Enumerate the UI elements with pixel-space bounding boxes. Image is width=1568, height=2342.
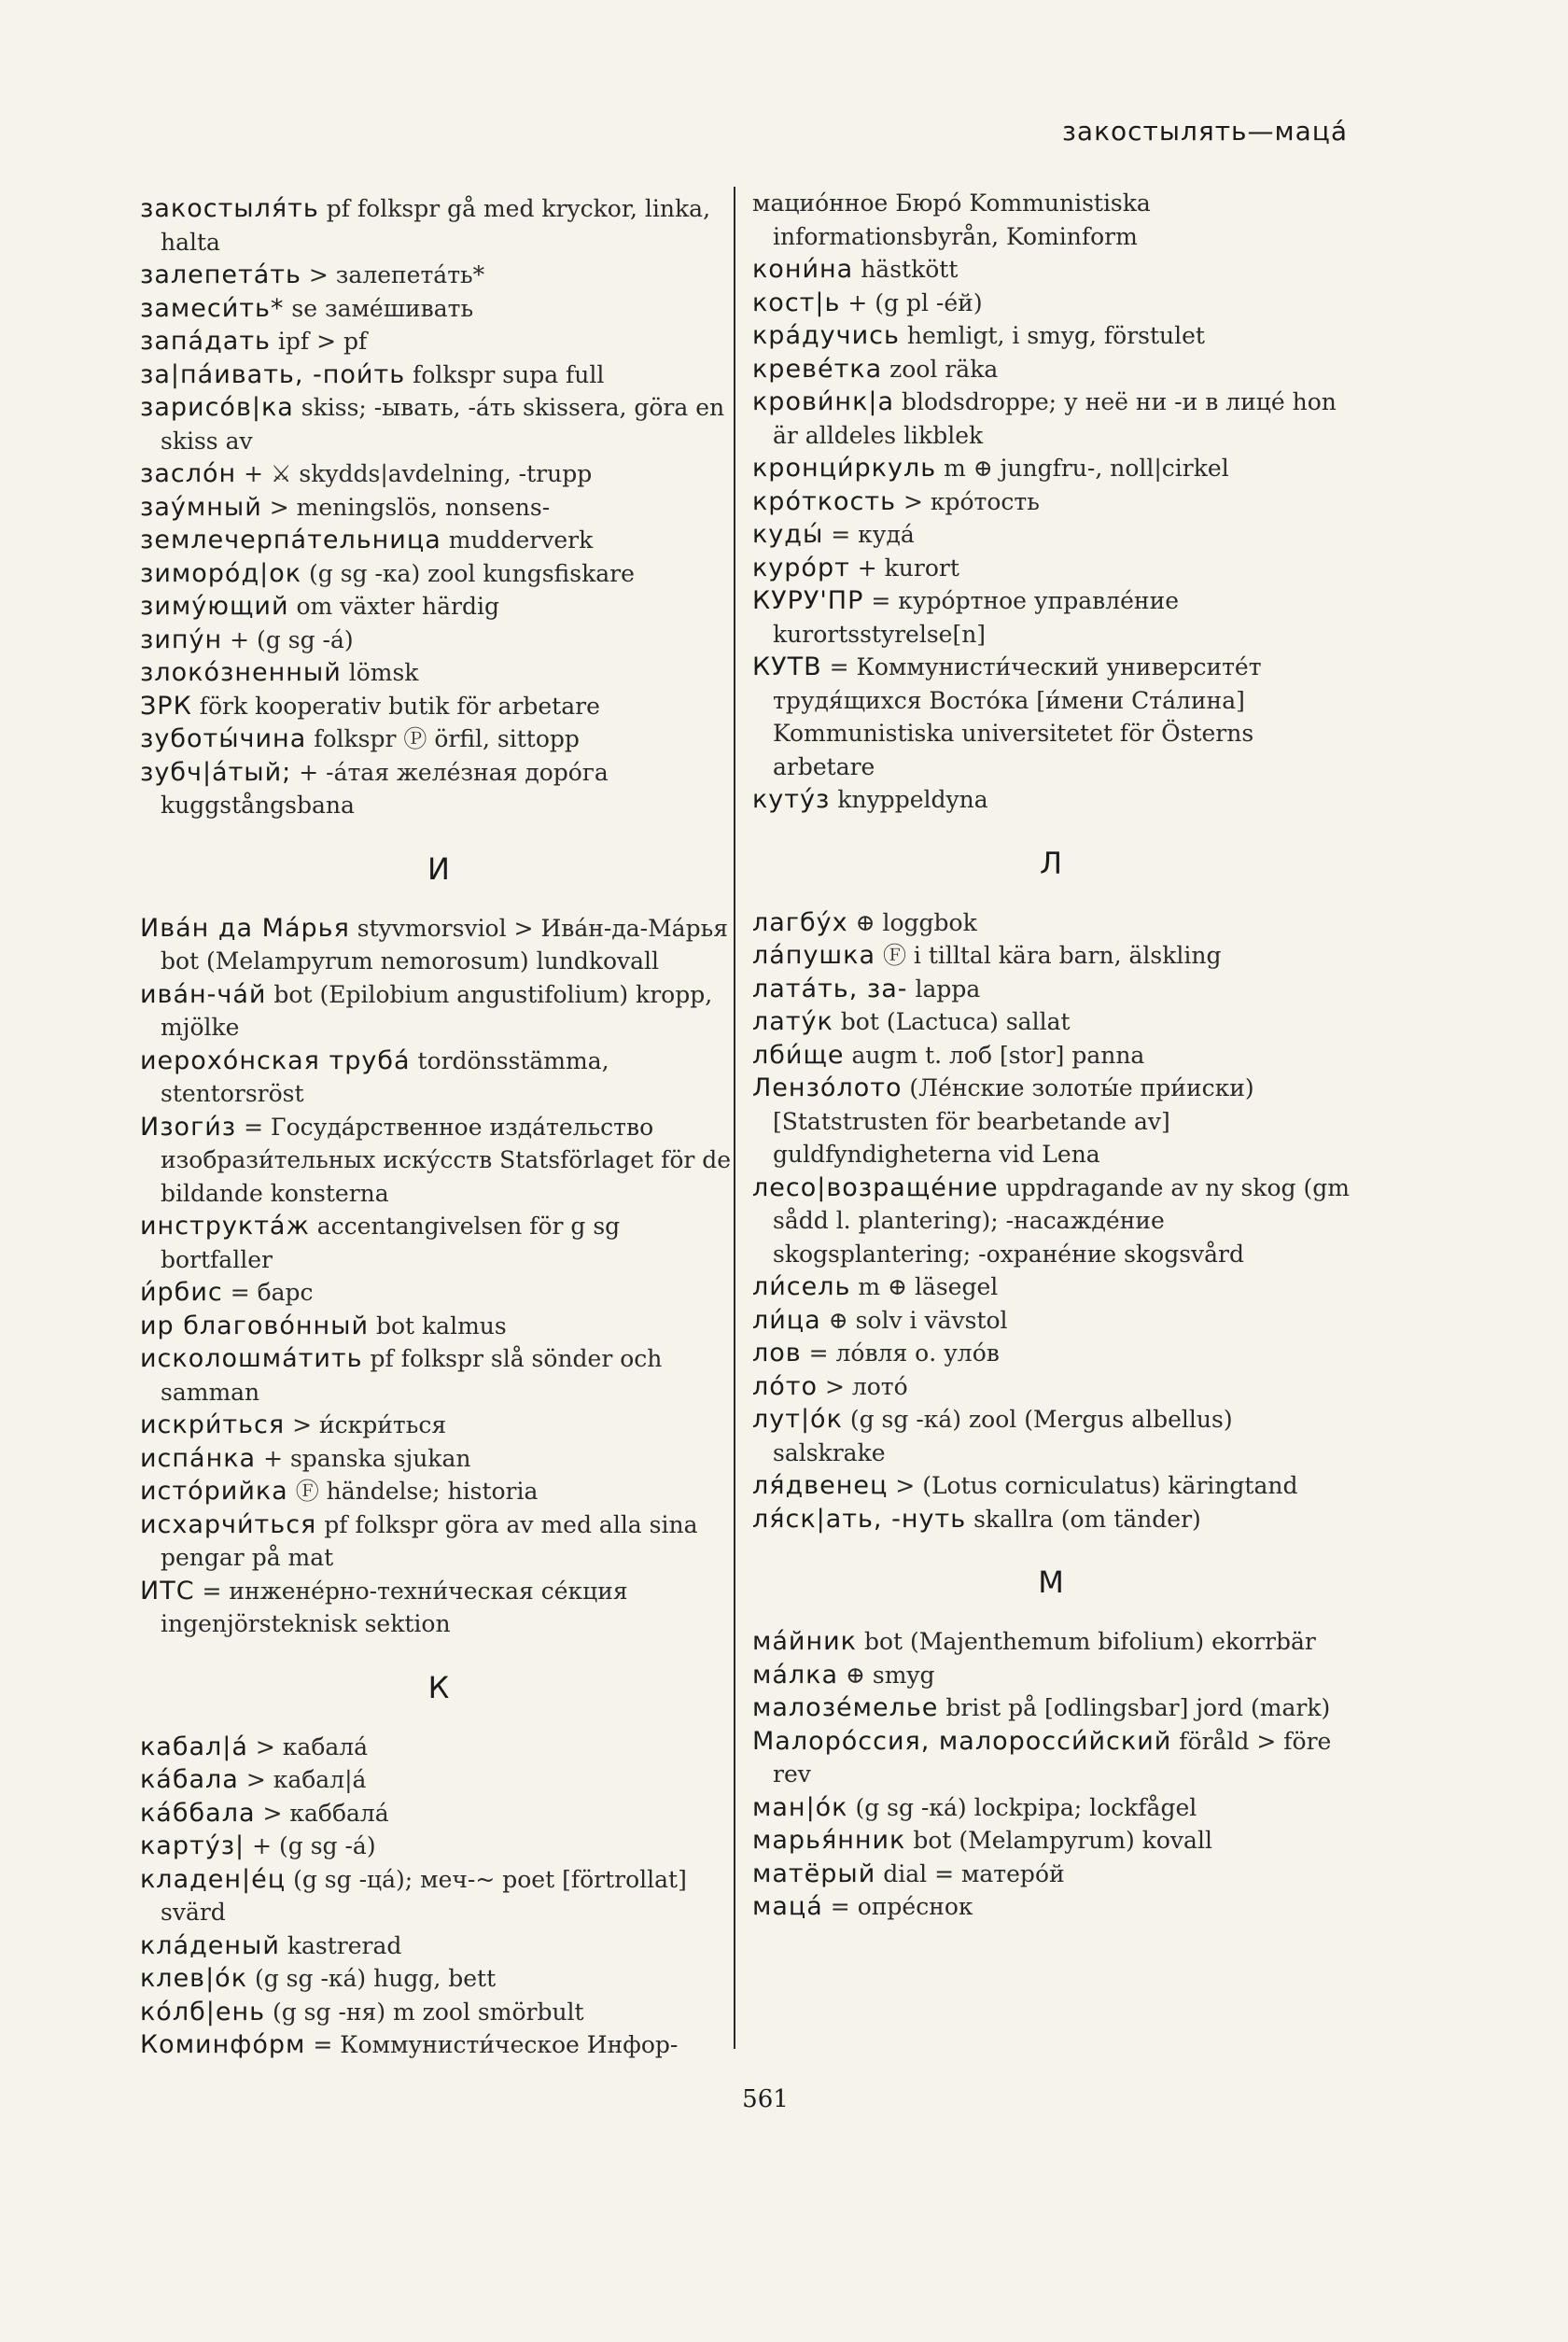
dictionary-entry	[140, 1342, 737, 1409]
entry-list-k	[140, 1731, 737, 2062]
entry-definition: ⊕ smyg	[845, 1661, 935, 1689]
dictionary-entry	[140, 1996, 737, 2029]
dictionary-entry	[752, 353, 1350, 386]
entry-definition: = инжене́рно-техни́ческая се́кция ingenjörsteknisk sektion	[161, 1577, 628, 1637]
entry-headword: ко́лб|ень	[140, 1997, 266, 2026]
entry-definition: brist på [odlingsbar] jord (mark)	[945, 1694, 1331, 1721]
dictionary-entry	[752, 1337, 1350, 1370]
dictionary-entry	[140, 1929, 737, 1963]
dictionary-entry	[752, 319, 1350, 353]
entry-definition: tordönsstämma, stentorsröst	[161, 1046, 609, 1107]
dictionary-entry	[140, 2028, 737, 2062]
entry-definition: om växter härdig	[296, 593, 499, 620]
entry-headword: клев|о́к	[140, 1964, 248, 1993]
entry-definition: bot (Epilobium angustifolium) kropp, mjölke	[161, 980, 713, 1041]
left-column	[140, 192, 737, 2062]
section-letter-m: М	[1038, 1564, 1064, 1600]
entry-headword: искри́ться	[140, 1410, 286, 1439]
entry-definition: skiss; -ывать, -а́ть skissera, göra en skiss av	[161, 394, 725, 455]
entry-headword: инструкта́ж	[140, 1212, 310, 1241]
dictionary-entry	[140, 358, 737, 392]
dictionary-entry	[752, 518, 1350, 552]
entry-headword: лесо|возраще́ние	[752, 1172, 999, 1202]
dictionary-entry	[140, 325, 737, 358]
entry-definition: = ло́вля о. уло́в	[808, 1339, 1000, 1367]
entry-headword: кронци́ркуль	[752, 454, 937, 483]
entry-headword: куро́рт	[752, 553, 850, 582]
entry-list-top	[140, 192, 737, 822]
dictionary-entry	[752, 651, 1350, 783]
dictionary-entry	[140, 1310, 737, 1343]
entry-headword: злоко́зненный	[140, 658, 342, 687]
dictionary-entry	[140, 391, 737, 457]
entry-definition: lömsk	[348, 659, 419, 686]
entry-definition: accentangivelsen för g sg bortfaller	[161, 1213, 621, 1273]
entry-definition: + (g pl -е́й)	[847, 288, 983, 316]
entry-headword: ма́лка	[752, 1660, 839, 1690]
entry-definition: pf folkspr göra av med alla sina pengar på mat	[161, 1510, 698, 1571]
dictionary-entry	[752, 1725, 1350, 1791]
entry-definition: + ⚔ skydds|avdelning, -trupp	[244, 460, 593, 487]
entry-headword: Изоги́з	[140, 1112, 237, 1142]
entry-definition: + -а́тая желе́зная доро́га kuggstångsbana	[161, 758, 609, 819]
entry-definition: hemligt, i smyg, förstulet	[906, 322, 1205, 349]
entry-definition: мацио́нное Бюро́ Kommunistiska informationsbyrån, Kominform	[752, 189, 1151, 250]
entry-definition: > кро́тость	[903, 487, 1040, 515]
entry-definition: = опре́снок	[830, 1893, 973, 1920]
entry-headword: куту́з	[752, 785, 831, 814]
dictionary-entry	[140, 1210, 737, 1276]
entry-definition: > залепета́ть*	[308, 261, 485, 288]
dictionary-entry	[140, 912, 737, 978]
section-letter-i: И	[427, 850, 450, 887]
entry-headword: ир благово́нный	[140, 1311, 370, 1340]
entry-headword: ла́пушка	[752, 941, 875, 970]
entry-definition: uppdragande av ny skog (gm sådd l. plantering); -насажде́ние skogsplantering; -охране́ние skogsvård	[773, 1173, 1350, 1268]
entry-headword: креве́тка	[752, 354, 883, 384]
entry-definition: (Ле́нские золоты́е при́иски) [Statstrusten för bearbetande av] guldfyndigheterna vid Lena	[773, 1074, 1254, 1168]
entry-definition: = куда́	[831, 521, 915, 548]
dictionary-entry	[140, 1508, 737, 1575]
entry-headword: ман|о́к	[752, 1792, 848, 1822]
entry-definition: bot (Lactuca) sallat	[840, 1008, 1071, 1035]
dictionary-entry	[140, 590, 737, 624]
dictionary-entry	[140, 1731, 737, 1764]
entry-headword: лут|о́к	[752, 1405, 843, 1434]
dictionary-entry	[140, 1962, 737, 1996]
dictionary-entry	[752, 1039, 1350, 1073]
dictionary-entry	[752, 1072, 1350, 1171]
entry-definition: = Госуда́рственное изда́тельство изобрази́тельных иску́сств Statsförlaget för de bildande konsterna	[161, 1113, 732, 1207]
dictionary-entry	[752, 1625, 1350, 1659]
dictionary-entry	[752, 552, 1350, 585]
dictionary-entry	[140, 1276, 737, 1310]
entry-headword: за|па́ивать, -пои́ть	[140, 359, 406, 389]
entry-headword: исколошма́тить	[140, 1344, 363, 1373]
entry-headword: КУТВ	[752, 652, 822, 681]
entry-headword: исто́рийка	[140, 1477, 288, 1506]
entry-definition: (g sg -ка́) lockpipa; lockfågel	[855, 1793, 1197, 1821]
entry-headword: ка́бала	[140, 1765, 239, 1794]
dictionary-entry	[752, 287, 1350, 320]
dictionary-entry	[140, 1797, 737, 1830]
entry-headword: землечерпа́тельница	[140, 526, 441, 554]
dictionary-entry	[752, 452, 1350, 485]
dictionary-entry	[140, 1409, 737, 1442]
dictionary-entry	[140, 524, 737, 557]
entry-headword: Коминфо́рм	[140, 2030, 306, 2059]
entry-headword: крови́нк|а	[752, 387, 895, 416]
entry-headword: ма́йник	[752, 1627, 857, 1656]
entry-definition: blodsdroppe; у неё ни -и в лице́ hon är alldeles likblek	[773, 388, 1337, 449]
entry-definition: (g sg -ка́) hugg, bett	[254, 1965, 497, 1992]
dictionary-entry	[140, 1111, 737, 1211]
dictionary-entry	[752, 1791, 1350, 1825]
dictionary-entry	[752, 485, 1350, 519]
dictionary-entry	[752, 386, 1350, 452]
entry-headword: и́рбис	[140, 1278, 223, 1307]
entry-definition: > кабал|а́	[245, 1766, 367, 1793]
entry-definition: hästkött	[861, 256, 959, 283]
entry-headword: маца́	[752, 1892, 823, 1921]
entry-headword: лагбу́х	[752, 907, 848, 937]
dictionary-entry	[140, 1475, 737, 1508]
dictionary-entry	[752, 1824, 1350, 1858]
page-number: 561	[742, 2085, 789, 2113]
entry-definition: augm t. лоб [stor] panna	[851, 1041, 1145, 1069]
dictionary-entry	[140, 259, 737, 292]
dictionary-entry	[752, 1270, 1350, 1304]
entry-headword: Лензо́лото	[752, 1073, 903, 1102]
section-letter-l: Л	[1039, 845, 1063, 881]
entry-definition: knyppeldyna	[837, 786, 988, 813]
entry-definition: (g sg -ка) zool kungsfiskare	[309, 559, 635, 587]
entry-headword: ива́н-ча́й	[140, 979, 267, 1009]
entry-headword: матёрый	[752, 1858, 876, 1888]
dictionary-entry	[752, 1503, 1350, 1536]
entry-headword: замеси́ть*	[140, 293, 285, 323]
entry-definition: folkspr Ⓟ örfil, sittopp	[314, 725, 580, 752]
entry-definition: m ⊕ jungfru-, noll|cirkel	[944, 455, 1229, 482]
running-head: закостылять—маца́	[1062, 116, 1348, 147]
entry-definition: = Коммунисти́ческое Инфор-	[313, 2031, 679, 2058]
dictionary-entry	[752, 1304, 1350, 1338]
entry-headword: ля́ск|ать, -нуть	[752, 1504, 967, 1534]
entry-headword: зау́мный	[140, 492, 262, 522]
entry-headword: ло́то	[752, 1371, 819, 1401]
entry-headword: ля́двенец	[752, 1471, 889, 1500]
entry-definition: Ⓕ händelse; historia	[295, 1478, 539, 1505]
dictionary-entry	[752, 1403, 1350, 1469]
entry-headword: кост|ь	[752, 287, 841, 317]
dictionary-entry	[752, 973, 1350, 1006]
entry-headword: залепета́ть	[140, 260, 301, 289]
entry-headword: засло́н	[140, 459, 237, 488]
entry-list-l	[752, 906, 1350, 1536]
entry-definition: (g sg -ка́) zool (Mergus albellus) salskrake	[773, 1406, 1233, 1466]
entry-headword: КУРУ'ПР	[752, 586, 864, 615]
entry-headword: кра́дучись	[752, 321, 900, 350]
dictionary-entry	[752, 1659, 1350, 1692]
entry-definition: m ⊕ läsegel	[858, 1273, 999, 1300]
entry-definition: se заме́шивать	[291, 294, 474, 322]
dictionary-entry	[140, 491, 737, 525]
entry-definition: bot kalmus	[375, 1311, 507, 1339]
entry-definition: folkspr supa full	[413, 360, 605, 388]
entry-headword: марья́нник	[752, 1826, 906, 1855]
entry-headword: зубч|а́тый;	[140, 757, 292, 787]
entry-headword: кони́на	[752, 255, 854, 284]
entry-definition: ⊕ loggbok	[855, 908, 977, 936]
dictionary-entry	[752, 1890, 1350, 1924]
entry-definition: = барс	[230, 1279, 314, 1306]
dictionary-entry	[752, 783, 1350, 817]
entry-headword: лби́ще	[752, 1040, 845, 1070]
entry-list-i	[140, 912, 737, 1641]
dictionary-entry	[140, 756, 737, 822]
entry-headword: зипу́н	[140, 624, 223, 654]
dictionary-entry	[752, 1469, 1350, 1503]
entry-definition: ipf > pf	[277, 328, 368, 355]
entry-headword: зимоpо́д|ок	[140, 558, 302, 588]
dictionary-entry	[140, 1763, 737, 1797]
entry-definition: > (Lotus corniculatus) käringtand	[895, 1472, 1298, 1499]
entry-definition: > каббала́	[262, 1799, 389, 1827]
entry-definition: mudderverk	[448, 526, 594, 554]
entry-headword: ИТС	[140, 1576, 195, 1606]
dictionary-entry	[140, 624, 737, 657]
dictionary-entry	[140, 292, 737, 326]
entry-headword: карту́з|	[140, 1831, 245, 1860]
entry-definition: > кабала́	[255, 1732, 369, 1760]
entry-definition: ⊕ solv i vävstol	[828, 1306, 1008, 1334]
entry-definition: + (g sg -а́)	[230, 625, 354, 653]
entry-definition: Ⓕ i tilltal kära barn, älskling	[882, 942, 1222, 969]
dictionary-entry	[140, 1442, 737, 1476]
entry-definition: skallra (om tänder)	[973, 1505, 1201, 1533]
entry-headword: кладен|е́ц	[140, 1864, 287, 1894]
entry-headword: кро́ткость	[752, 486, 897, 516]
dictionary-entry	[752, 906, 1350, 940]
entry-definition: > лото́	[824, 1372, 908, 1400]
dictionary-entry	[140, 1863, 737, 1929]
dictionary-entry	[752, 1005, 1350, 1039]
entry-headword: кла́деный	[140, 1930, 280, 1960]
entry-definition: + (g sg -а́)	[252, 1832, 376, 1859]
section-letter-k: К	[427, 1669, 450, 1705]
dictionary-entry	[140, 1830, 737, 1863]
entry-headword: испа́нка	[140, 1443, 257, 1473]
entry-headword: ЗРК	[140, 691, 192, 721]
entry-definition: styvmorsviol > Ива́н-да-Ма́рья bot (Melampyrum nemorosum) lundkovall	[161, 914, 728, 975]
entry-definition: dial = матеро́й	[883, 1859, 1065, 1887]
dictionary-entry	[140, 690, 737, 723]
entry-headword: зуботы́чина	[140, 724, 307, 753]
dictionary-entry	[752, 1370, 1350, 1404]
entry-list-m	[752, 1625, 1350, 1924]
entry-definition: pf folkspr gå med kryckor, linka, halta	[161, 195, 711, 256]
entry-headword: закостыля́ть	[140, 194, 319, 223]
entry-definition: bot (Majenthemum bifolium) ekorrbär	[863, 1628, 1316, 1655]
entry-headword: ли́сель	[752, 1272, 851, 1301]
right-column	[752, 187, 1350, 1924]
entry-definition: + spanska sjukan	[263, 1444, 471, 1472]
entry-headword: лов	[752, 1339, 802, 1367]
dictionary-entry	[752, 939, 1350, 973]
entry-headword: лата́ть, за-	[752, 974, 908, 1003]
entry-definition: lappa	[915, 975, 981, 1003]
dictionary-entry	[140, 192, 737, 259]
entry-headword: зиму́ющий	[140, 592, 289, 621]
dictionary-entry	[752, 253, 1350, 287]
entry-headword: зарисо́в|ка	[140, 393, 294, 422]
dictionary-entry	[752, 187, 1350, 253]
entry-headword: Малоро́ссия, малоросси́йский	[752, 1726, 1172, 1756]
dictionary-entry	[752, 1691, 1350, 1725]
entry-headword: лату́к	[752, 1007, 833, 1036]
dictionary-entry	[140, 722, 737, 756]
entry-definition: bot (Melampyrum) kovall	[913, 1827, 1212, 1854]
entry-headword: кабал|а́	[140, 1732, 248, 1761]
entry-headword: куды́	[752, 520, 824, 549]
entry-definition: förk kooperativ butik för arbetare	[199, 692, 600, 720]
entry-definition: föråld > före rev	[773, 1727, 1332, 1788]
entry-list-top	[752, 187, 1350, 817]
dictionary-entry	[140, 457, 737, 491]
dictionary-entry	[140, 1575, 737, 1641]
dictionary-entry	[140, 978, 737, 1045]
entry-definition: kastrerad	[287, 1931, 402, 1959]
entry-definition: pf folkspr slå sönder och samman	[161, 1345, 663, 1406]
dictionary-entry	[140, 656, 737, 690]
dictionary-entry	[752, 584, 1350, 651]
entry-headword: ка́ббала	[140, 1798, 256, 1828]
entry-headword: запа́дать	[140, 327, 271, 356]
entry-definition: = куро́ртное управле́ние kurortsstyrelse[n]	[773, 587, 1180, 648]
entry-headword: исхарчи́ться	[140, 1509, 317, 1539]
entry-definition: > meningslös, nonsens-	[269, 493, 551, 521]
entry-headword: Ива́н да Ма́рья	[140, 913, 350, 943]
entry-definition: (g sg -ня) m zool smörbult	[272, 1998, 584, 2026]
dictionary-entry	[140, 557, 737, 591]
entry-headword: малозе́мелье	[752, 1693, 939, 1722]
entry-definition: (g sg -ца́); меч-~ poet [förtrollat] svärd	[161, 1865, 687, 1926]
dictionary-entry	[752, 1171, 1350, 1271]
entry-definition: > и́скри́ться	[292, 1411, 447, 1438]
entry-definition: zool räka	[889, 355, 999, 383]
dictionary-entry	[752, 1858, 1350, 1891]
dictionary-entry	[140, 1045, 737, 1111]
entry-definition: = Коммунисти́ческий университе́т трудя́щихся Восто́ка [и́мени Ста́лина] Kommunistiska universitetet för Österns arbetare	[773, 653, 1262, 780]
entry-headword: иерохо́нская труба́	[140, 1045, 411, 1075]
entry-headword: ли́ца	[752, 1305, 821, 1335]
entry-definition: + kurort	[857, 554, 959, 582]
